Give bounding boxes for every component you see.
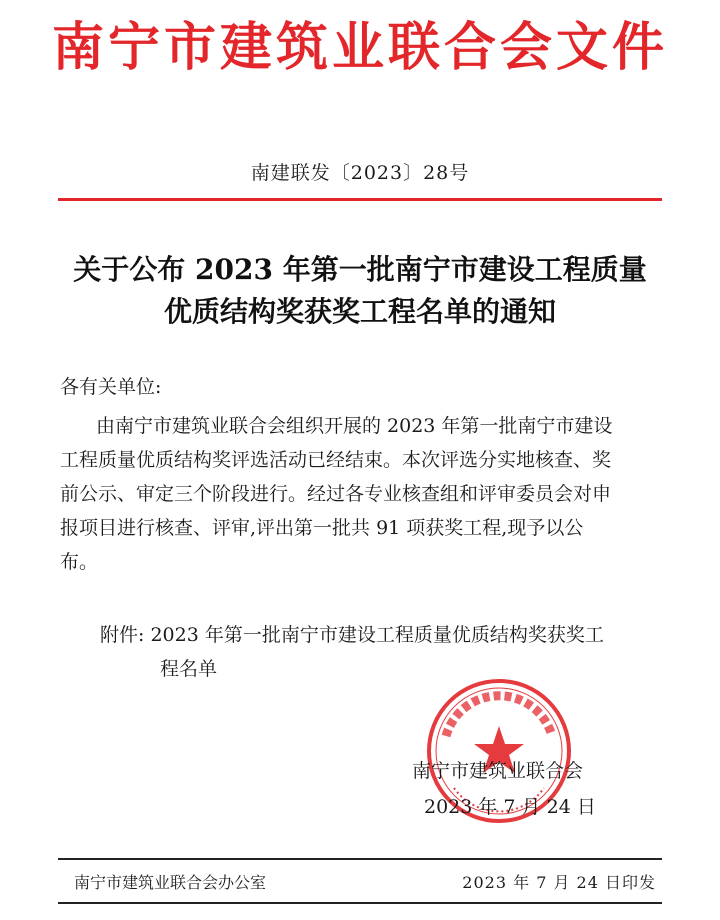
footer-bottom-rule — [58, 902, 662, 904]
red-divider — [58, 198, 662, 201]
paragraph-line: 前公示、审定三个阶段进行。经过各专业核查组和评审委员会对申 — [60, 483, 612, 505]
footer-top-rule — [58, 858, 662, 860]
paragraph-line: 布。 — [60, 551, 99, 573]
signing-date: 2023 年 7 月 24 日 — [424, 796, 596, 818]
signing-organization: 南宁市建筑业联合会 — [412, 760, 584, 782]
notice-title-line-1: 关于公布 2023 年第一批南宁市建设工程质量 — [73, 253, 647, 286]
paragraph-line: 由南宁市建筑业联合会组织开展的 2023 年第一批南宁市建设 — [96, 415, 613, 437]
document-number: 南建联发〔2023〕28号 — [250, 162, 470, 184]
issuer-masthead: 南宁市建筑业联合会文件 — [51, 18, 668, 78]
salutation: 各有关单位: — [60, 376, 162, 398]
issuing-office: 南宁市建筑业联合会办公室 — [74, 873, 267, 892]
print-date: 2023 年 7 月 24 日印发 — [462, 873, 656, 892]
paragraph-line: 工程质量优质结构奖评选活动已经结束。本次评选分实地核查、奖 — [60, 449, 612, 471]
attachment-line: 附件: 2023 年第一批南宁市建设工程质量优质结构奖获奖工 — [100, 624, 604, 646]
notice-title-line-2: 优质结构奖获奖工程名单的通知 — [163, 295, 556, 328]
attachment-line: 程名单 — [160, 658, 218, 680]
paragraph-line: 报项目进行核查、评审,评出第一批共 91 项获奖工程,现予以公 — [60, 517, 584, 539]
